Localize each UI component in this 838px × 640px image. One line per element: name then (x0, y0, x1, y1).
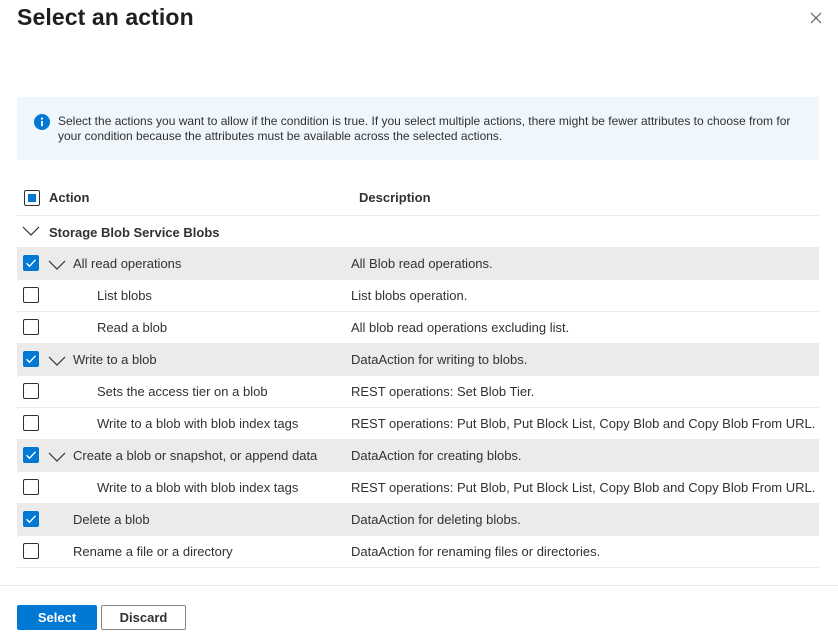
row-description: REST operations: Put Blob, Put Block List, Copy Blob and Copy Blob From URL. (351, 416, 816, 431)
row-description: REST operations: Set Blob Tier. (351, 384, 535, 399)
row-checkbox[interactable] (23, 447, 39, 463)
info-message-bar (17, 97, 819, 160)
row-action-label: Write to a blob (73, 352, 157, 367)
row-description: All Blob read operations. (351, 256, 493, 271)
table-row[interactable] (17, 536, 819, 568)
chevron-down-icon[interactable] (22, 224, 40, 236)
chevron-down-icon[interactable] (48, 258, 66, 270)
row-checkbox[interactable] (23, 511, 39, 527)
row-checkbox[interactable] (23, 255, 39, 271)
group-label: Storage Blob Service Blobs (49, 225, 220, 240)
chevron-down-icon[interactable] (48, 450, 66, 462)
row-action-label: Write to a blob with blob index tags (97, 416, 299, 431)
column-header-action[interactable]: Action (49, 190, 90, 205)
row-checkbox[interactable] (23, 319, 39, 335)
column-header-description[interactable]: Description (359, 190, 431, 205)
row-description: List blobs operation. (351, 288, 468, 303)
row-description: DataAction for deleting blobs. (351, 512, 521, 527)
close-icon[interactable] (806, 8, 826, 28)
table-row[interactable] (17, 408, 819, 440)
row-description: DataAction for writing to blobs. (351, 352, 528, 367)
row-action-label: All read operations (73, 256, 182, 271)
row-description: DataAction for creating blobs. (351, 448, 522, 463)
select-button[interactable]: Select (17, 605, 97, 630)
dialog-title: Select an action (17, 4, 194, 30)
table-header (17, 180, 819, 216)
row-checkbox[interactable] (23, 383, 39, 399)
row-description: DataAction for renaming files or directories. (351, 544, 601, 559)
footer-divider (0, 585, 838, 586)
group-header[interactable] (17, 216, 819, 248)
info-icon (34, 114, 50, 130)
info-message-text: Select the actions you want to allow if the condition is true. If you select multiple actions, there might be fewer attributes to choose from for your condition because the attributes must be available across the selected actions. (58, 114, 791, 143)
row-action-label: Delete a blob (73, 512, 150, 527)
table-row[interactable] (17, 472, 819, 504)
row-checkbox[interactable] (23, 351, 39, 367)
row-checkbox[interactable] (23, 415, 39, 431)
row-action-label: Read a blob (97, 320, 168, 335)
table-row[interactable] (17, 376, 819, 408)
action-list (17, 248, 819, 568)
table-row[interactable] (17, 504, 819, 536)
chevron-down-icon[interactable] (48, 354, 66, 366)
row-action-label: Sets the access tier on a blob (97, 384, 268, 399)
row-checkbox[interactable] (23, 479, 39, 495)
row-action-label: List blobs (97, 288, 152, 303)
table-row[interactable] (17, 312, 819, 344)
table-row[interactable] (17, 344, 819, 376)
row-action-label: Rename a file or a directory (73, 544, 233, 559)
row-action-label: Write to a blob with blob index tags (97, 480, 299, 495)
row-checkbox[interactable] (23, 287, 39, 303)
table-row[interactable] (17, 280, 819, 312)
table-row[interactable] (17, 248, 819, 280)
row-description: All blob read operations excluding list. (351, 320, 570, 335)
row-checkbox[interactable] (23, 543, 39, 559)
discard-button[interactable]: Discard (101, 605, 186, 630)
row-description: REST operations: Put Blob, Put Block List, Copy Blob and Copy Blob From URL. (351, 480, 816, 495)
table-row[interactable] (17, 440, 819, 472)
row-action-label: Create a blob or snapshot, or append data (73, 448, 318, 463)
